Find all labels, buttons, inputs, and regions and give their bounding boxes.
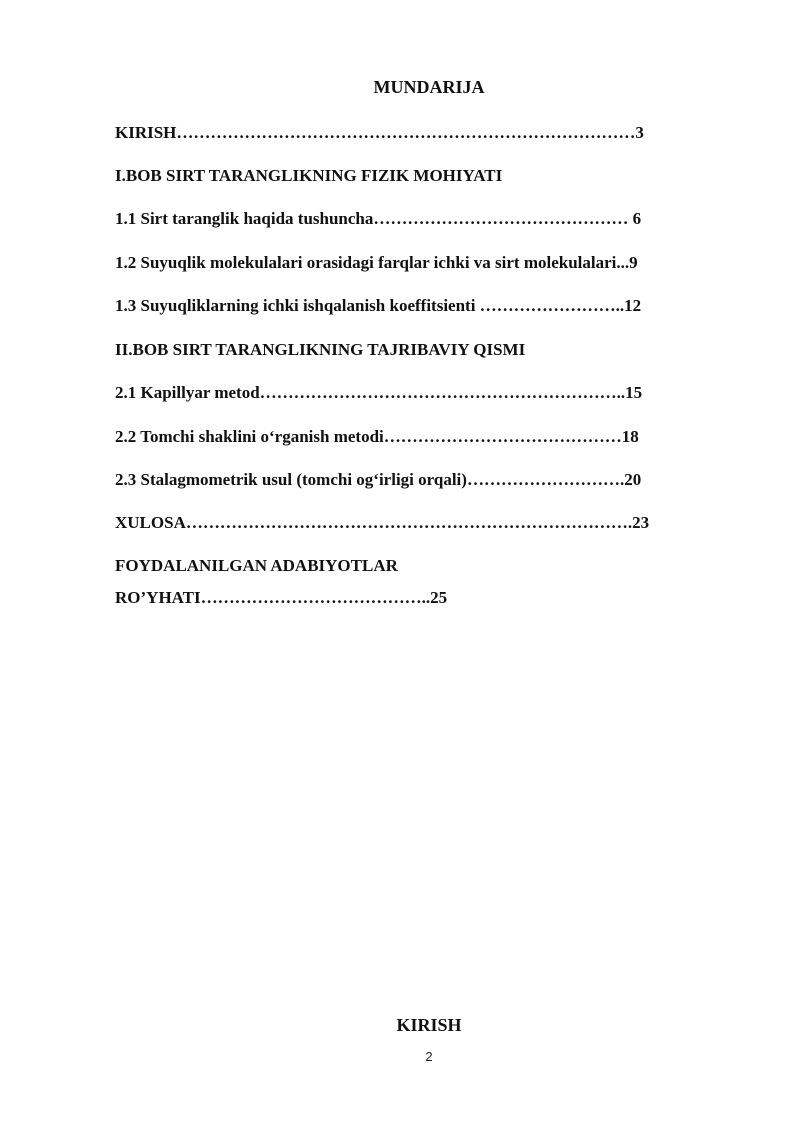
toc-entry-1-3: 1.3 Suyuqliklarning ichki ishqalanish koeffitsienti ……………………..12 bbox=[115, 296, 642, 315]
toc-chapter-1: I.BOB SIRT TARANGLIKNING FIZIK MOHIYATI bbox=[115, 166, 503, 185]
toc-entry-2-3: 2.3 Stalagmometrik usul (tomchi ogʻirligi orqali)……………………….20 bbox=[115, 470, 642, 489]
toc-entry-2-2: 2.2 Tomchi shaklini oʻrganish metodi……………………………………18 bbox=[115, 427, 639, 446]
toc-chapter-2: II.BOB SIRT TARANGLIKNING TAJRIBAVIY QISMI bbox=[115, 340, 526, 359]
toc-entry-references-line-2: RO’YHATI…………………………………..25 bbox=[115, 588, 448, 607]
toc-entry-kirish: KIRISH………………………………………………………………………3 bbox=[115, 123, 644, 142]
section-title-kirish: KIRISH bbox=[396, 1015, 462, 1035]
toc-entry-references-line-1: FOYDALANILGAN ADABIYOTLAR bbox=[115, 556, 398, 575]
toc-title: MUNDARIJA bbox=[373, 77, 485, 97]
toc-entry-2-1: 2.1 Kapillyar metod………………………………………………………..15 bbox=[115, 383, 643, 402]
page-number: 2 bbox=[425, 1049, 433, 1064]
toc-entry-1-2: 1.2 Suyuqlik molekulalari orasidagi farqlar ichki va sirt molekulalari...9 bbox=[115, 253, 638, 272]
toc-entry-1-1: 1.1 Sirt taranglik haqida tushuncha……………………………………… 6 bbox=[115, 209, 642, 228]
toc-entry-xulosa: XULOSA…………………………………………………………………….23 bbox=[115, 513, 650, 532]
